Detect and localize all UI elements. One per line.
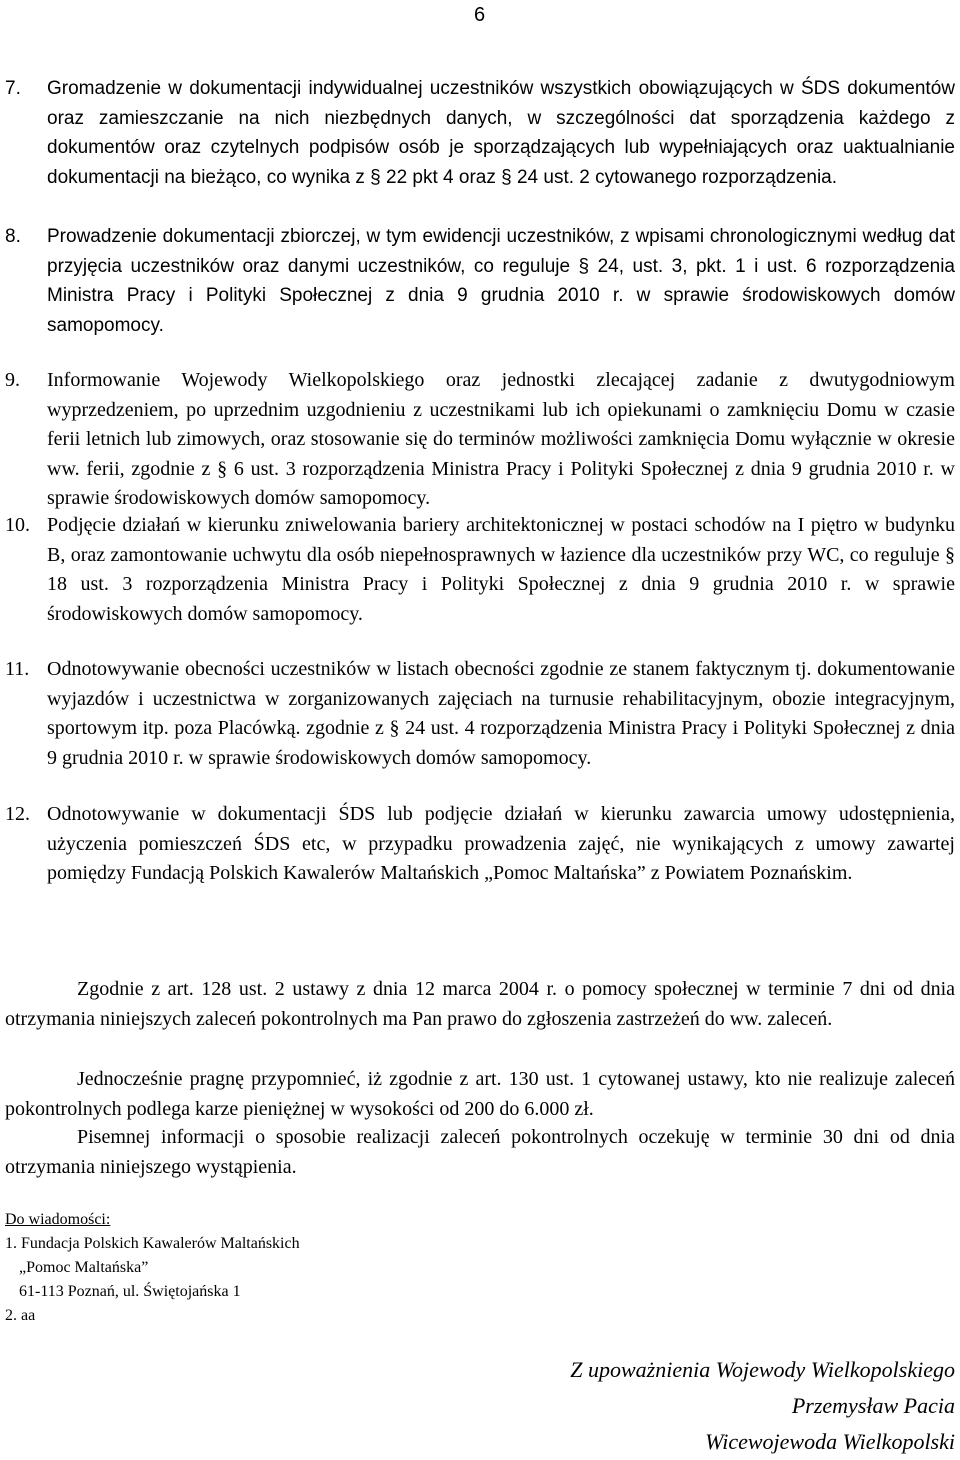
distribution-heading: Do wiadomości: [5, 1211, 111, 1228]
distribution-line: 2. aa [5, 1307, 36, 1324]
list-item-text: Informowanie Wojewody Wielkopolskiego oraz jednostki zlecającej zadanie z dwutygodniowym wyprzedzeniem, po uprzednim uzgodnieniu z uczestnikami lub ich opiekunami o zamknięciu Domu w czasie ferii letnich lub zimowych, oraz stosowanie się do terminów możliwości zamknięcia Domu wyłącznie w okresie ww. ferii, zgodnie z § 6 ust. 3 rozporządzenia Ministra Pracy i Polityki Społecznej z dnia 9 grudnia 2010 r. w sprawie środowiskowych domów samopomocy. [47, 369, 955, 509]
list-item-text: Podjęcie działań w kierunku zniwelowania bariery architektonicznej w postaci schodów na I piętro w budynku B, oraz zamontowanie uchwytu dla osób niepełnosprawnych w łazience dla uczestników przy WC, co reguluje § 18 ust. 3 rozporządzenia Ministra Pracy i Polityki Społecznej z dnia 9 grudnia 2010 r. w sprawie środowiskowych domów samopomocy. [47, 514, 955, 625]
list-item-number: 9. [5, 369, 20, 391]
signature-name: Przemysław Pacia [791, 1393, 955, 1418]
list-item [5, 655, 955, 773]
paragraph-objections: Zgodnie z art. 128 ust. 2 ustawy z dnia 12 marca 2004 r. o pomocy społecznej w terminie 7 dni od dnia otrzymania niniejszych zaleceń pokontrolnych ma Pan prawo do zgłoszenia zastrzeżeń do ww. zaleceń. [5, 978, 955, 1030]
paragraph-deadline: Pisemnej informacji o sposobie realizacji zaleceń pokontrolnych oczekuję w terminie 30 dni od dnia otrzymania niniejszego wystąpienia. [5, 1126, 955, 1178]
distribution-line: „Pomoc Maltańska” [19, 1259, 149, 1276]
list-item-text: Gromadzenie w dokumentacji indywidualnej uczestników wszystkich obowiązujących w ŚDS dokumentów oraz zamieszczanie na nich niezbędnych danych, w szczególności dat sporządzenia każdego z dokumentów oraz czytelnych podpisów osób je sporządzających lub wypełniających oraz uaktualnianie dokumentacji na bieżąco, co wynika z § 22 pkt 4 oraz § 24 ust. 2 cytowanego rozporządzenia. [47, 78, 955, 188]
list-item-number: 12. [5, 803, 30, 825]
list-item [5, 74, 955, 192]
signature-authority: Z upoważnienia Wojewody Wielkopolskiego [570, 1357, 955, 1382]
list-item-number: 11. [5, 658, 30, 680]
list-item-text: Prowadzenie dokumentacji zbiorczej, w tym ewidencji uczestników, z wpisami chronologicznymi według dat przyjęcia uczestników oraz danymi uczestników, co reguluje § 24, ust. 3, pkt. 1 i ust. 6 rozporządzenia Ministra Pracy i Polityki Społecznej z dnia 9 grudnia 2010 r. w sprawie środowiskowych domów samopomocy. [47, 226, 955, 336]
list-item [5, 800, 955, 889]
list-item-number: 8. [5, 226, 21, 247]
distribution-line: 1. Fundacja Polskich Kawalerów Maltańskich [5, 1235, 300, 1252]
distribution-line: 61-113 Poznań, ul. Świętojańska 1 [19, 1283, 241, 1300]
list-item [5, 511, 955, 629]
list-item [5, 222, 955, 340]
signature-block [455, 1352, 955, 1460]
list-item-number: 10. [5, 514, 30, 536]
list-item [5, 366, 955, 514]
distribution-list [5, 1208, 300, 1328]
page-number: 6 [474, 4, 486, 26]
signature-title: Wicewojewoda Wielkopolski [705, 1429, 955, 1454]
list-item-text: Odnotowywanie obecności uczestników w listach obecności zgodnie ze stanem faktycznym tj. dokumentowanie wyjazdów i uczestnictwa w zorganizowanych zajęciach na turnusie rehabilitacyjnym, obozie integracyjnym, sportowym itp. poza Placówką. zgodnie z § 24 ust. 4 rozporządzenia Ministra Pracy i Polityki Społecznej z dnia 9 grudnia 2010 r. w sprawie środowiskowych domów samopomocy. [47, 658, 955, 769]
paragraph-penalty: Jednocześnie pragnę przypomnieć, iż zgodnie z art. 130 ust. 1 cytowanej ustawy, kto nie realizuje zaleceń pokontrolnych podlega karze pieniężnej w wysokości od 200 do 6.000 zł. [5, 1068, 955, 1120]
list-item-number: 7. [5, 78, 21, 99]
list-item-text: Odnotowywanie w dokumentacji ŚDS lub podjęcie działań w kierunku zawarcia umowy udostępnienia, użyczenia pomieszczeń ŚDS etc, w przypadku prowadzenia zajęć, nie wynikających z umowy zawartej pomiędzy Fundacją Polskich Kawalerów Maltańskich „Pomoc Maltańska” z Powiatem Poznańskim. [47, 803, 955, 884]
